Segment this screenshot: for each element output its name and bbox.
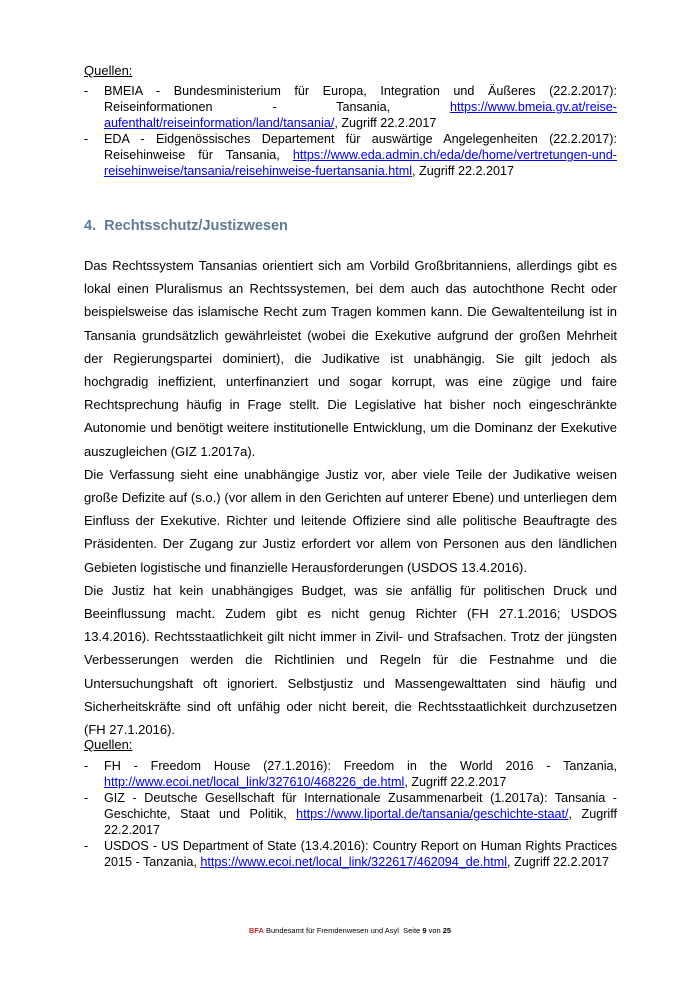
source-item: - EDA - Eidgenössisches Departement für auswärtige Angelegenheiten (22.2.2017): Reisehinweise für Tansania, https://www.eda.admin.ch/eda/de/home/vertretungen-und-reisehinweise/tansania/reisehinweise-fuertansania.html, Zugriff 22.2.2017 bbox=[84, 131, 617, 179]
sources-block-2 bbox=[84, 737, 617, 870]
source-link[interactable]: http://www.ecoi.net/local_link/327610/468226_de.html bbox=[104, 775, 405, 789]
paragraph: Die Justiz hat kein unabhängiges Budget, was sie anfällig für politischen Druck und Beeinflussung macht. Zudem gibt es nicht genug Richter (FH 27.1.2016; USDOS 13.4.2016). Rechtsstaatlichkeit gilt nicht immer in Zivil- und Strafsachen. Trotz der jüngsten Verbesserungen werden die Richtlinien und Regeln für die Festnahme und die Untersuchungshaft oft ignoriert. Selbstjustiz und Massengewalttaten sind häufig und Sicherheitskräfte sind oft unfähig oder nicht bereit, die Rechtsstaatlichkeit durchzusetzen (FH 27.1.2016). bbox=[84, 582, 617, 738]
page-number: 9 bbox=[422, 926, 427, 935]
source-link[interactable]: https://www.liportal.de/tansania/geschichte-staat/ bbox=[296, 807, 569, 821]
page-footer: BFA Bundesamt für Fremdenwesen und Asyl Seite 9 von 25 bbox=[248, 926, 452, 935]
sources-heading: Quellen: bbox=[84, 737, 133, 752]
paragraph: Das Rechtssystem Tansanias orientiert sich am Vorbild Großbritanniens, allerdings gibt es lokal einen Pluralismus an Rechtssystemen, bei dem auch das autochthone Recht oder beispielsweise das islamische Recht zum Tragen kommen kann. Die Gewaltenteilung ist in Tansania grundsätzlich gewährleistet (wobei die Exekutive aufgrund der großen Mehrheit der Regierungspartei dominiert), die Judikative ist unabhängig. Sie gilt jedoch als hochgradig ineffizient, unterfinanziert und sogar korrupt, was eine zügige und faire Rechtsprechung häufig in Frage stellt. Die Legislative hat bisher noch eingeschränkte Autonomie und benötigt weitere institutionelle Entwicklung, um die Dominanz der Exekutive auszugleichen (GIZ 1.2017a). bbox=[84, 258, 617, 459]
source-link[interactable]: https://www.ecoi.net/local_link/322617/462094_de.html bbox=[200, 855, 508, 869]
section-title: 4. Rechtsschutz/Justizwesen bbox=[84, 218, 288, 234]
sources-block-1 bbox=[84, 63, 617, 179]
sources-heading: Quellen: bbox=[84, 63, 133, 78]
source-item: - FH - Freedom House (27.1.2016): Freedom in the World 2016 - Tanzania, http://www.ecoi.net/local_link/327610/468226_de.html, Zugriff 22.2.2017 bbox=[84, 758, 617, 790]
page-total: 25 bbox=[442, 926, 452, 935]
bfa-logo: BFA bbox=[248, 926, 264, 935]
source-link[interactable]: https://www.bmeia.gv.at/reise-aufenthalt/reiseinformation/land/tansania/ bbox=[104, 100, 617, 130]
paragraph: Die Verfassung sieht eine unabhängige Justiz vor, aber viele Teile der Judikative weisen große Defizite auf (s.o.) (vor allem in den Gerichten auf unterer Ebene) und unterliegen dem Einfluss der Exekutive. Richter und leitende Offiziere sind alle politische Beauftragte des Präsidenten. Der Zugang zur Justiz erfordert vor allem von Personen aus den ländlichen Gebieten logistische und finanzielle Herausforderungen (USDOS 13.4.2016). bbox=[84, 466, 617, 575]
source-item: - USDOS - US Department of State (13.4.2016): Country Report on Human Rights Practices 2015 - Tanzania, https://www.ecoi.net/local_link/322617/462094_de.html, Zugriff 22.2.2017 bbox=[84, 838, 617, 870]
source-link[interactable]: https://www.eda.admin.ch/eda/de/home/vertretungen-und-reisehinweise/tansania/reisehinweise-fuertansania.html bbox=[104, 148, 617, 178]
source-item: - GIZ - Deutsche Gesellschaft für Internationale Zusammenarbeit (1.2017a): Tansania - Geschichte, Staat und Politik, https://www.liportal.de/tansania/geschichte-staat/, Zugriff 22.2.2017 bbox=[84, 790, 617, 838]
footer-org: Bundesamt für Fremdenwesen und Asyl bbox=[263, 926, 399, 935]
source-item: - BMEIA - Bundesministerium für Europa, Integration und Äußeres (22.2.2017): Reiseinformationen - Tansania, https://www.bmeia.gv.at/reise-aufenthalt/reiseinformation/land/tansania/, Zugriff 22.2.2017 bbox=[84, 83, 617, 131]
section-body bbox=[84, 254, 617, 741]
